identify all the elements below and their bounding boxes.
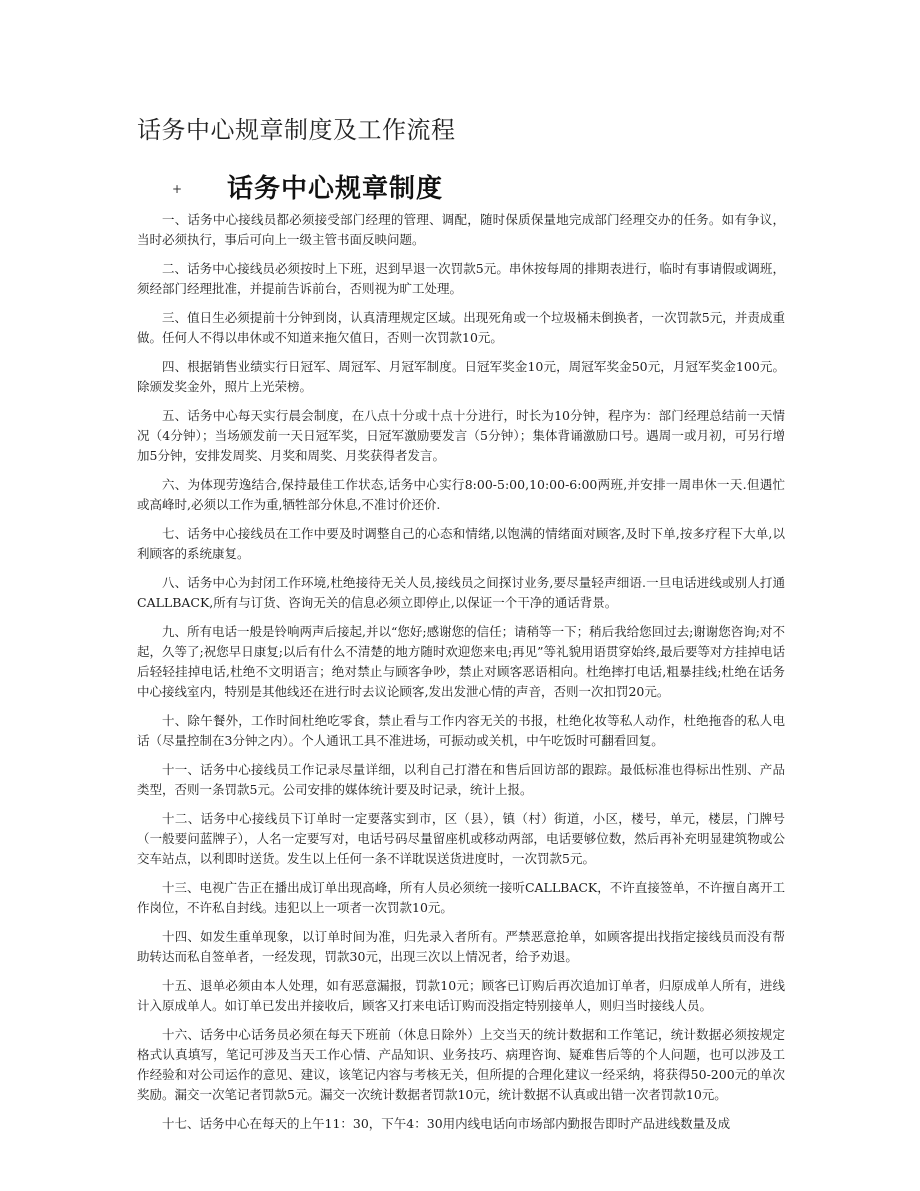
rule-paragraph: 十二、话务中心接线员下订单时一定要落实到市，区（县），镇（村）街道，小区，楼号，单元，楼层，门牌号（一般要问蓝牌子），人名一定要写对，电话号码尽量留座机或移动两部，电话要够位数，然后再补充明显建筑物或公交车站点，以利即时送货。发生以上任何一条不详耽误送货进度时，一次罚款5元。	[137, 811, 785, 866]
rule-paragraph: 一、话务中心接线员都必须接受部门经理的管理、调配，随时保质保量地完成部门经理交办的任务。如有争议，当时必须执行，事后可向上一级主管书面反映问题。	[137, 212, 785, 247]
rule-paragraph: 十三、电视广告正在播出成订单出现高峰，所有人员必须统一接听CALLBACK，不许直接签单，不许擅自离开工作岗位，不许私自封线。违犯以上一项者一次罚款10元。	[137, 880, 785, 915]
rule-paragraph: 三、值日生必须提前十分钟到岗，认真清理规定区域。出现死角或一个垃圾桶未倒换者，一次罚款5元，并责成重做。任何人不得以串休或不知道来拖欠值日，否则一次罚款10元。	[137, 310, 785, 345]
rule-paragraph: 四、根据销售业绩实行日冠军、周冠军、月冠军制度。日冠军奖金10元，周冠军奖金50元，月冠军奖金100元。除颁发奖金外，照片上光荣榜。	[137, 359, 785, 394]
section-heading	[172, 168, 772, 208]
rule-paragraph: 五、话务中心每天实行晨会制度，在八点十分或十点十分进行，时长为10分钟，程序为：部门经理总结前一天情况（4分钟）；当场颁发前一天日冠军奖，日冠军激励要发言（5分钟）；集体背诵激励口号。遇周一或月初，可另行增加5分钟，安排发周奖、月奖和周奖、月奖获得者发言。	[137, 408, 785, 463]
rule-paragraph: 十四、如发生重单现象，以订单时间为准，归先录入者所有。严禁恶意抢单，如顾客提出找指定接线员而没有帮助转达而私自签单者，一经发现，罚款30元，出现三次以上情况者，给予劝退。	[137, 929, 785, 964]
rule-paragraph: 七、话务中心接线员在工作中要及时调整自己的心态和情绪,以饱满的情绪面对顾客,及时下单,按多疗程下大单,以利顾客的系统康复。	[137, 526, 785, 561]
rule-paragraph: 十、除午餐外，工作时间杜绝吃零食，禁止看与工作内容无关的书报，杜绝化妆等私人动作，杜绝拖沓的私人电话（尽量控制在3分钟之内）。个人通讯工具不准进场，可振动或关机，中午吃饭时可翻看回复。	[137, 713, 785, 748]
rule-paragraph: 十一、话务中心接线员工作记录尽量详细，以利自己打潜在和售后回访部的跟踪。最低标准也得标出性别、产品类型，否则一条罚款5元。公司安排的媒体统计要及时记录，统计上报。	[137, 762, 785, 797]
rules-body	[137, 210, 785, 1143]
rule-paragraph: 十六、话务中心话务员必须在每天下班前（休息日除外）上交当天的统计数据和工作笔记，统计数据必须按规定格式认真填写，笔记可涉及当天工作心情、产品知识、业务技巧、病理咨询、疑难售后等的个人问题，也可以涉及工作经验和对公司运作的意见、建议，该笔记内容与考核无关，但所提的合理化建议一经采纳，将获得50-200元的单次奖励。漏交一次笔记者罚款5元。漏交一次统计数据者罚款10元，统计数据不认真或出错一次者罚款10元。	[137, 1027, 785, 1102]
rule-paragraph: 九、所有电话一般是铃响两声后接起,并以“您好;感谢您的信任；请稍等一下；稍后我给您回过去;谢谢您咨询;对不起，久等了;祝您早日康复;以后有什么不清楚的地方随时欢迎您来电;再见”等礼貌用语贯穿始终,最后要等对方挂掉电话后轻轻挂掉电话,杜绝不文明语言；绝对禁止与顾客争吵，禁止对顾客恶语相向。杜绝摔打电话,粗暴挂线;杜绝在话务中心接线室内，特别是其他线还在进行时去议论顾客,发出发泄心情的声音，否则一次扣罚20元。	[137, 624, 786, 699]
section-bullet: +	[172, 182, 183, 196]
section-title: 话务中心规章制度	[227, 174, 444, 204]
rule-paragraph: 八、话务中心为封闭工作环境,杜绝接待无关人员,接线员之间探讨业务,要尽量轻声细语.一旦电话进线或别人打通CALLBACK,所有与订货、咨询无关的信息必须立即停止,以保证一个干净的通话背景。	[137, 575, 785, 610]
rule-paragraph: 六、为体现劳逸结合,保持最佳工作状态,话务中心实行8:00-5:00,10:00-6:00两班,并安排一周串休一天.但遇忙或高峰时,必须以工作为重,牺牲部分休息,不准讨价还价.	[137, 477, 785, 512]
rule-paragraph: 十五、退单必须由本人处理，如有恶意漏报，罚款10元；顾客已订购后再次追加订单者，归原成单人所有，进线计入原成单人。如订单已发出并接收后，顾客又打来电话订购而没指定特别接单人，则归当时接线人员。	[137, 978, 785, 1013]
document-title: 话务中心规章制度及工作流程	[137, 116, 456, 144]
rule-paragraph: 二、话务中心接线员必须按时上下班，迟到早退一次罚款5元。串休按每周的排期表进行，临时有事请假或调班，须经部门经理批准，并提前告诉前台，否则视为旷工处理。	[137, 261, 785, 296]
rule-paragraph: 十七、话务中心在每天的上午11：30，下午4：30用内线电话向市场部内勤报告即时产品进线数量及成	[162, 1116, 731, 1131]
